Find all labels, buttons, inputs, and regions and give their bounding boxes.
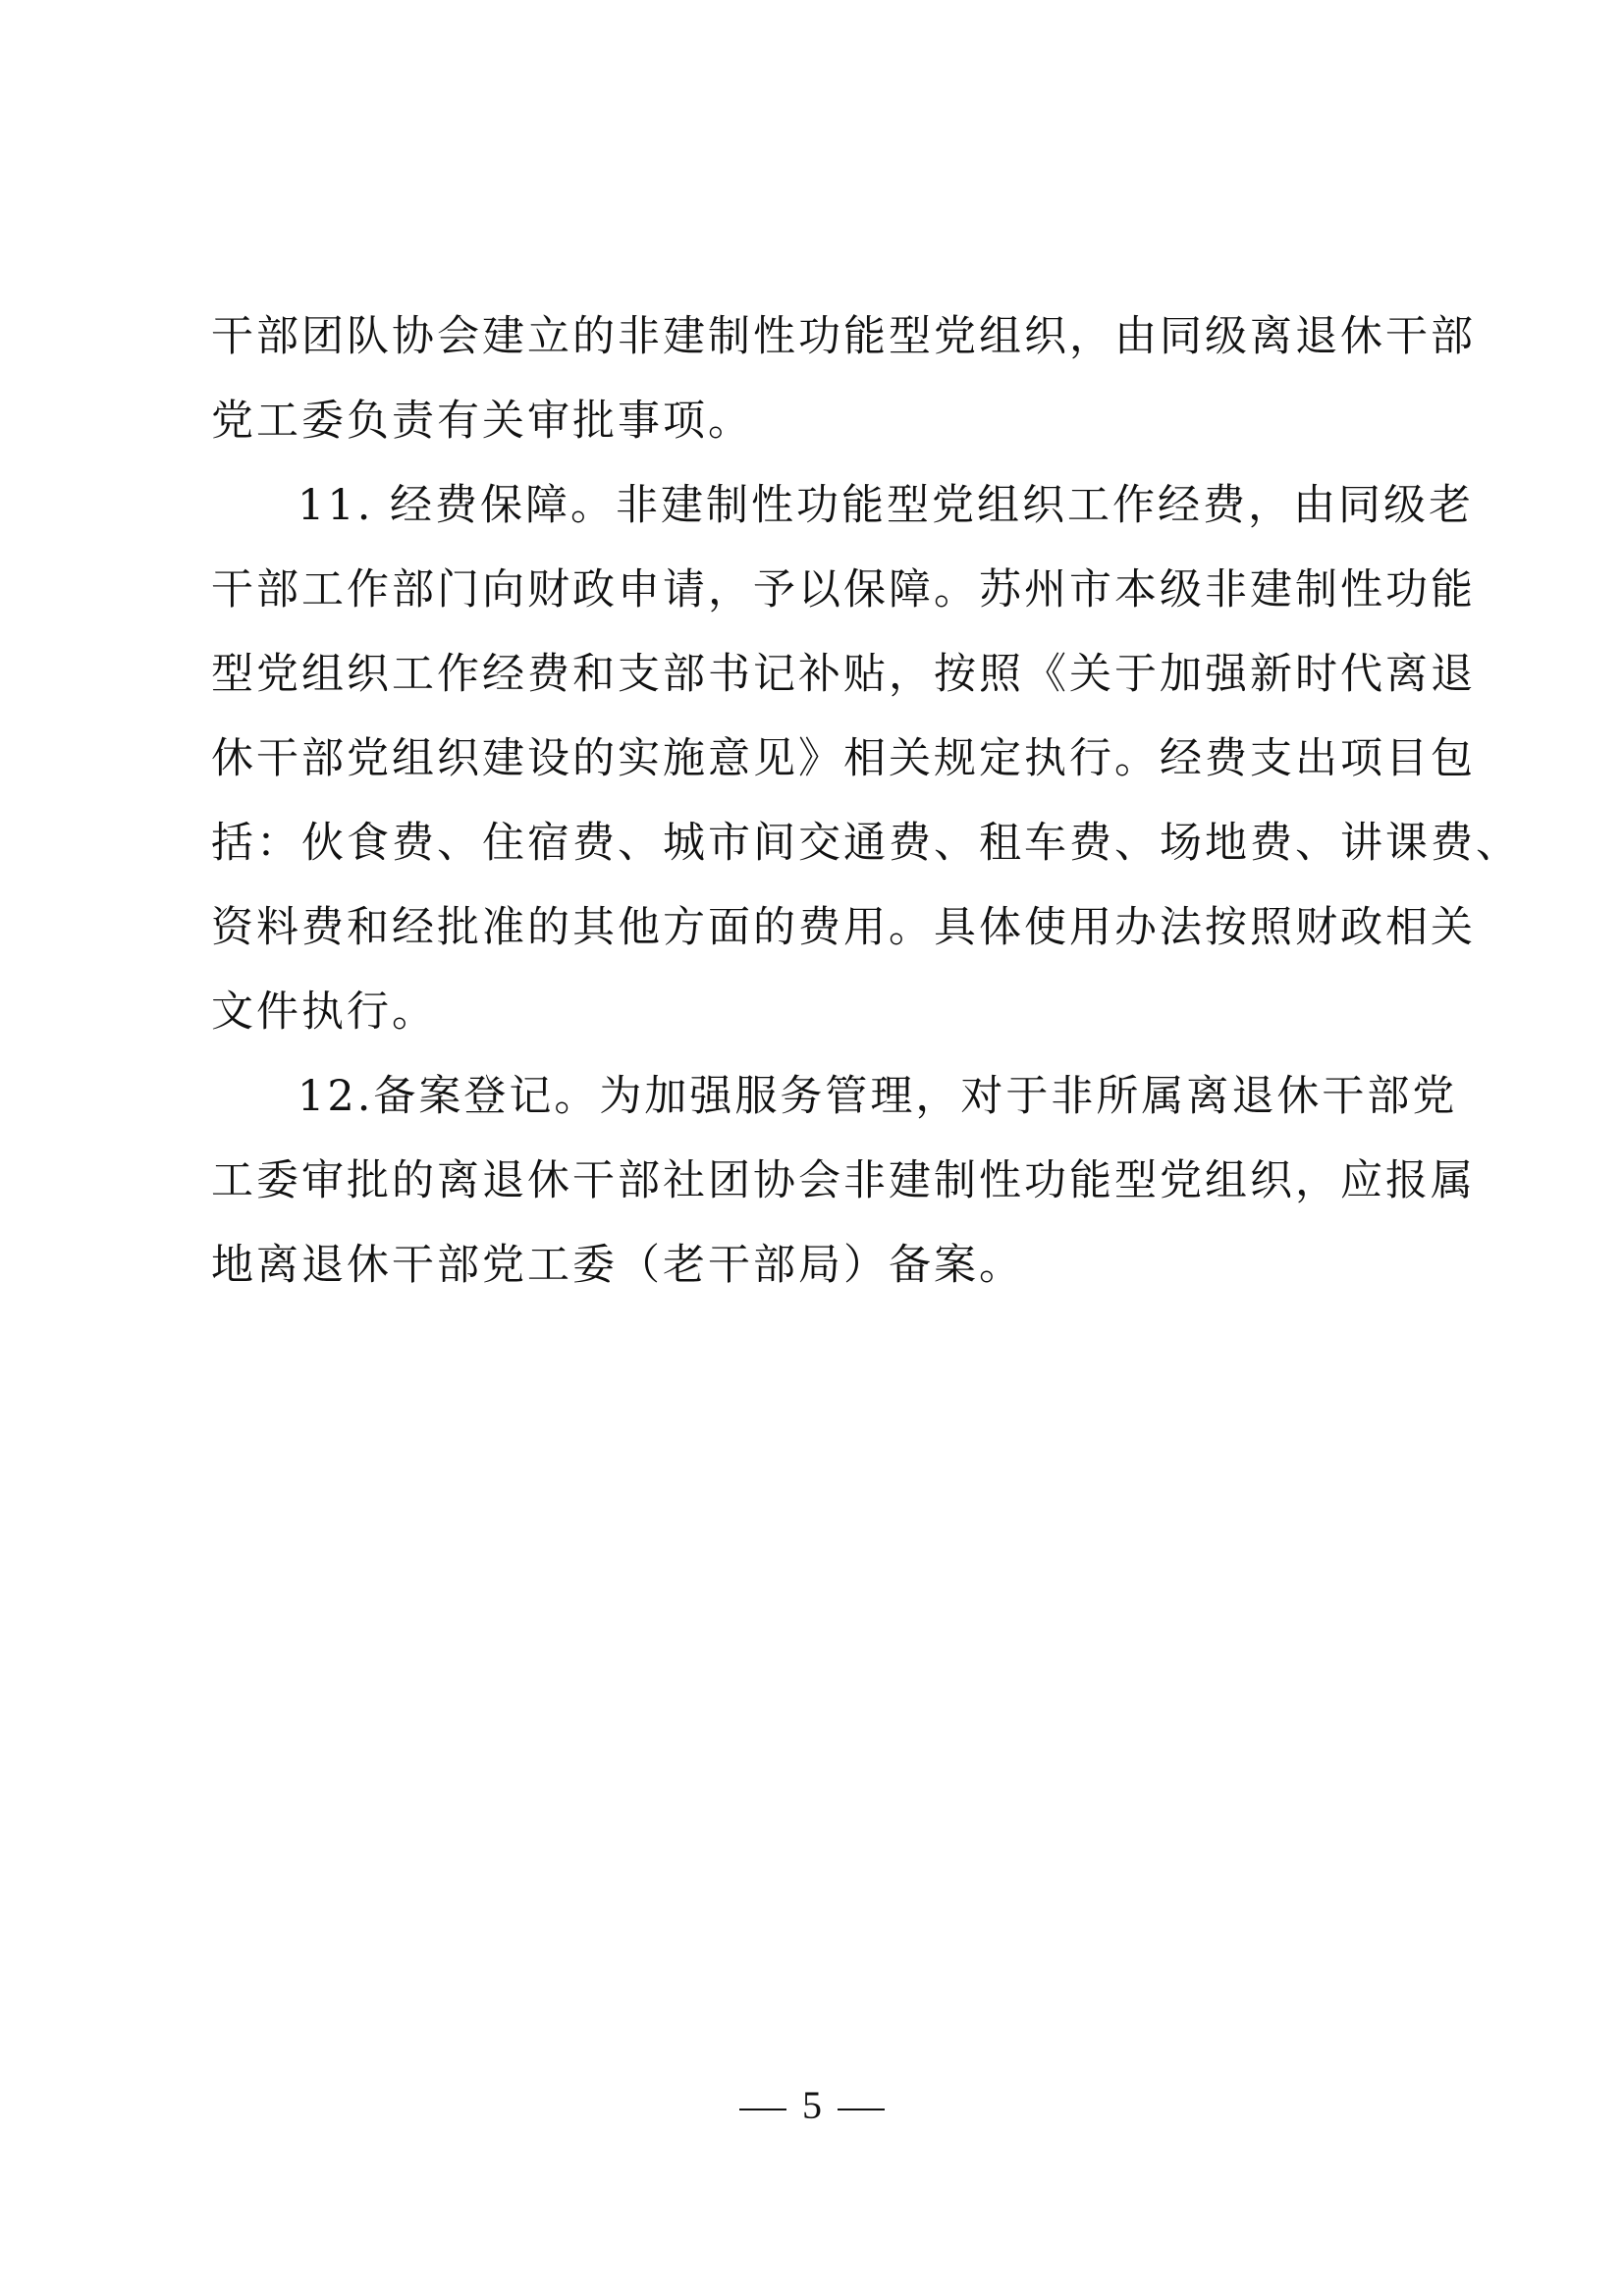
paragraph-line: 干部工作部门向财政申请，予以保障。苏州市本级非建制性功能: [211, 565, 1476, 614]
section-11-heading-line: 11. 经费保障。非建制性功能型党组织工作经费，由同级老: [298, 481, 1475, 530]
paragraph-line: 地离退休干部党工委（老干部局）备案。: [211, 1241, 1024, 1290]
paragraph-line: 党工委负责有关审批事项。: [211, 397, 753, 446]
paragraph-line: 型党组织工作经费和支部书记补贴，按照《关于加强新时代离退: [211, 650, 1476, 699]
page-number: 5: [802, 2083, 822, 2127]
body-text: [211, 294, 1521, 1308]
left-dash: [739, 2109, 786, 2110]
paragraph-line: 括：伙食费、住宿费、城市间交通费、租车费、场地费、讲课费、: [211, 819, 1521, 868]
paragraph-line: 文件执行。: [211, 988, 437, 1037]
right-dash: [838, 2109, 885, 2110]
paragraph-line: 资料费和经批准的其他方面的费用。具体使用办法按照财政相关: [211, 903, 1476, 952]
paragraph-line: 工委审批的离退休干部社团协会非建制性功能型党组织，应报属: [211, 1156, 1476, 1205]
paragraph-line: 干部团队协会建立的非建制性功能型党组织，由同级离退休干部: [211, 312, 1476, 361]
paragraph-line: 休干部党组织建设的实施意见》相关规定执行。经费支出项目包: [211, 734, 1476, 783]
page-footer: [0, 2076, 1624, 2135]
section-12-heading-line: 12.备案登记。为加强服务管理，对于非所属离退休干部党: [298, 1072, 1458, 1121]
